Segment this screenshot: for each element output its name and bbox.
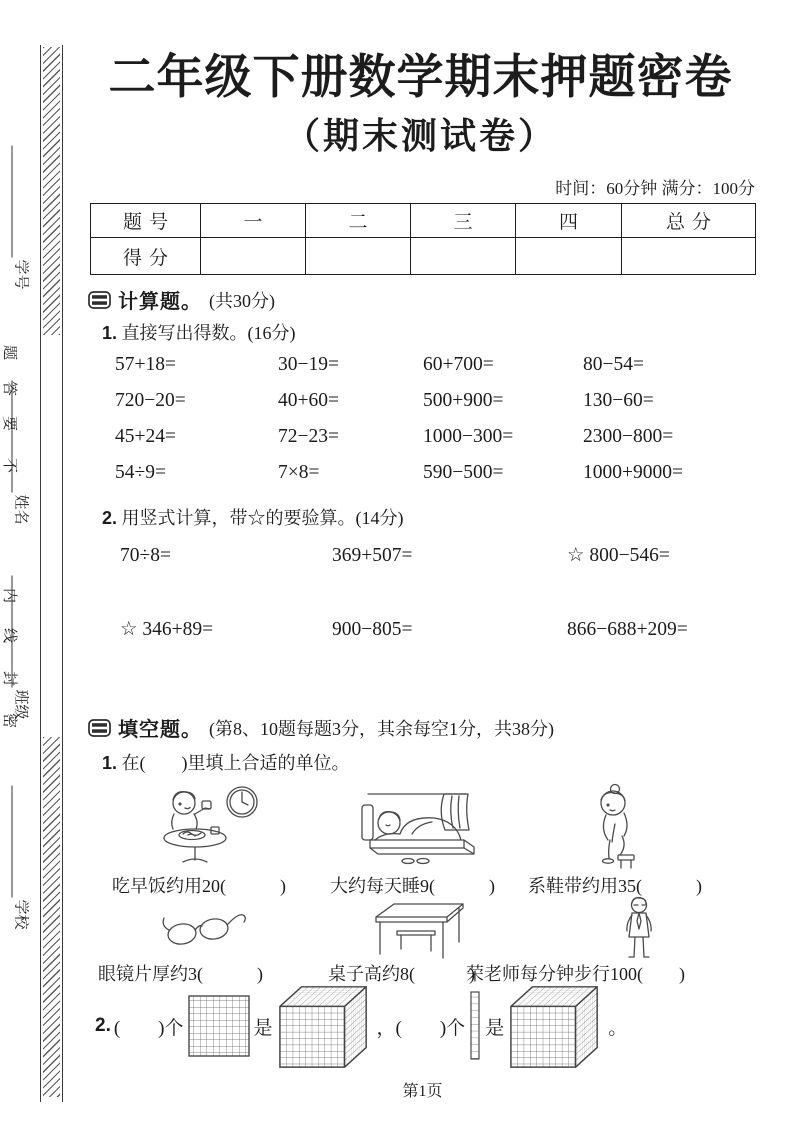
question-text: 用竖式计算，带☆的要验算。(14分) <box>121 508 404 528</box>
school-desk-illustration <box>370 897 468 967</box>
class-field <box>12 576 29 746</box>
question-1-1 <box>102 319 296 345</box>
score-table-header-row <box>91 204 756 238</box>
vertical-calc-grid <box>120 543 753 643</box>
seal-line-column <box>40 45 63 1102</box>
calc-item: 30−19= <box>278 354 339 375</box>
seal-char: 答 <box>1 380 17 396</box>
calc-item: 7×8= <box>278 462 320 483</box>
thousand-cube-block <box>507 980 605 1072</box>
calc-item: 1000+9000= <box>583 462 683 483</box>
girl-tying-shoelaces-illustration <box>582 782 648 870</box>
field-label: 姓名 <box>12 494 29 525</box>
calc-item: 70÷8= <box>120 545 171 566</box>
calc-item: 590−500= <box>423 462 504 483</box>
section1-header <box>88 285 275 314</box>
page-subtitle: （期末测试卷） <box>283 116 557 156</box>
header-cell: 总分 <box>622 204 756 238</box>
section2-title: 填空题。 <box>118 719 202 741</box>
seal-char: 封 <box>1 670 17 686</box>
seal-char: 要 <box>1 415 17 431</box>
calc-item: 2300−800= <box>583 426 674 447</box>
question-number: 2. <box>102 508 118 528</box>
score-cell-empty <box>516 238 622 275</box>
score-cell-empty <box>306 238 411 275</box>
score-cell-empty <box>622 238 756 275</box>
calc-item: 900−805= <box>332 619 413 640</box>
section2-header <box>88 713 554 742</box>
hatch-bottom <box>43 737 60 1097</box>
calc-item: ☆ 346+89= <box>120 619 214 640</box>
seal-char: 内 <box>1 587 17 603</box>
blank-line <box>12 381 26 493</box>
question-2-1 <box>102 749 350 775</box>
question-number: 1. <box>102 753 118 773</box>
text-shi: 是 <box>253 1017 273 1039</box>
question-number: 2. <box>95 1015 111 1036</box>
eyeglasses-illustration <box>158 903 256 957</box>
caption-lens: 眼镜片厚约3( ) <box>98 964 263 984</box>
seal-char: 不 <box>1 457 17 473</box>
student-name-field <box>12 381 29 551</box>
calc-item: 500+900= <box>423 390 504 411</box>
hatch-top <box>43 47 60 335</box>
period-text: 。 <box>608 1017 628 1039</box>
score-table-score-row <box>91 238 756 275</box>
score-table <box>90 203 756 275</box>
calc-item: 80−54= <box>583 354 644 375</box>
caption-breakfast: 吃早饭约用20( ) <box>112 876 286 896</box>
blank-line <box>12 146 26 258</box>
header-cell: 二 <box>306 204 411 238</box>
calc-item: 40+60= <box>278 390 339 411</box>
caption-teacher-walk: 荣老师每分钟步行100( ) <box>466 964 685 984</box>
field-label: 学校 <box>12 899 29 930</box>
blank-line <box>12 786 26 898</box>
text-shi: 是 <box>485 1017 505 1039</box>
oral-calc-grid <box>115 352 753 486</box>
list-badge-icon <box>88 291 111 309</box>
caption-shoelaces: 系鞋带约用35( ) <box>528 876 702 896</box>
calc-item: 54÷9= <box>115 462 166 483</box>
question-text: 直接写出得数。(16分) <box>121 323 296 343</box>
blank-line <box>12 576 26 688</box>
blank-text: ，( )个 <box>376 1017 466 1039</box>
caption-sleep: 大约每天睡9( ) <box>330 876 495 896</box>
seal-char: 题 <box>1 344 17 360</box>
score-cell-empty <box>201 238 306 275</box>
ten-rod-block <box>468 990 482 1062</box>
calc-item: 369+507= <box>332 545 413 566</box>
page-number: 第1页 <box>402 1083 443 1100</box>
score-cell-empty <box>411 238 516 275</box>
seal-char: 密 <box>1 712 17 728</box>
child-sleeping-bed-illustration <box>348 788 486 870</box>
calc-item: 1000−300= <box>423 426 514 447</box>
question-text: 在( )里填上合适的单位。 <box>121 753 350 773</box>
calc-item: 45+24= <box>115 426 176 447</box>
header-cell: 四 <box>516 204 622 238</box>
calc-item: 130−60= <box>583 390 654 411</box>
question-2-2 <box>95 986 627 1066</box>
field-label: 学号 <box>12 259 29 290</box>
calc-item: 60+700= <box>423 354 494 375</box>
list-badge-icon <box>88 719 111 737</box>
blank-text: ( )个 <box>113 1017 184 1039</box>
calc-item: ☆ 800−546= <box>567 545 670 566</box>
header-cell: 三 <box>411 204 516 238</box>
question-number: 1. <box>102 323 118 343</box>
section2-points: (第8、10题每题3分，其余每空1分，共38分) <box>209 718 554 739</box>
calc-item: 72−23= <box>278 426 339 447</box>
seal-char: 线 <box>1 627 17 643</box>
calc-item: 720−20= <box>115 390 186 411</box>
calc-item: 866−688+209= <box>567 619 688 640</box>
eating-breakfast-clock-illustration <box>158 782 276 870</box>
thousand-cube-block <box>276 980 374 1072</box>
section1-title: 计算题。 <box>118 291 202 313</box>
student-number-field <box>12 146 29 316</box>
caption-desk: 桌子高约8( ) <box>328 964 475 984</box>
section1-points: (共30分) <box>209 290 275 311</box>
header-cell: 一 <box>201 204 306 238</box>
page-title: 二年级下册数学期末押题密卷 <box>108 52 733 104</box>
teacher-standing-illustration <box>618 895 662 969</box>
header-cell: 题号 <box>91 204 201 238</box>
school-field <box>12 786 29 956</box>
calc-item: 57+18= <box>115 354 176 375</box>
question-1-2 <box>102 504 404 530</box>
hundred-flat-block <box>187 994 251 1058</box>
score-row-label: 得分 <box>91 238 201 275</box>
field-label: 班级 <box>12 689 29 720</box>
exam-meta: 时间：60分钟 满分：100分 <box>555 179 755 198</box>
